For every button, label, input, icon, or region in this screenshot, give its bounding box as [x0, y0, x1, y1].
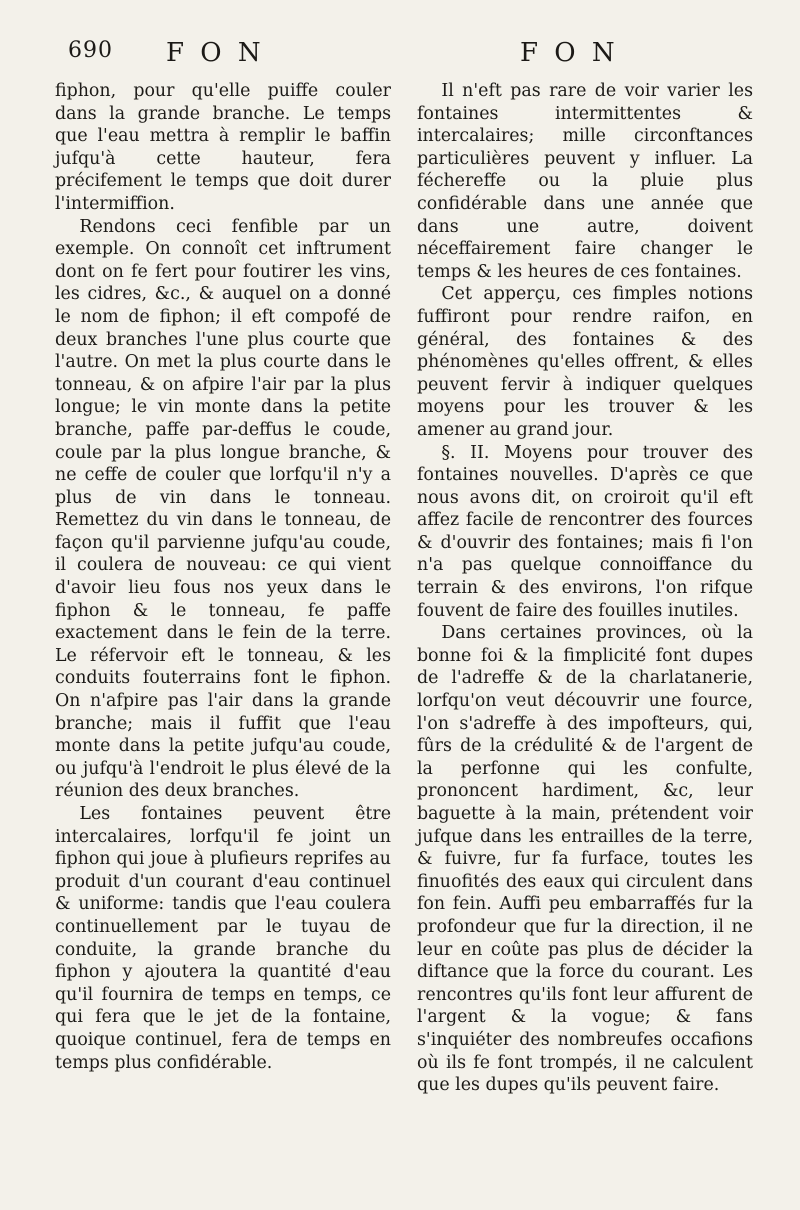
page-number: 690: [68, 38, 113, 63]
page-header: [0, 38, 800, 74]
paragraph: Les fontaines peuvent être intercalaires, lorfqu'il fe joint un fiphon qui joue à plufieurs reprifes au produit d'un courant d'eau continuel & uniforme: tandis que l'eau coulera continuellement par le tuyau de conduite, la grande branche du fiphon y ajoutera la quantité d'eau qu'il fournira de temps en temps, ce qui fera que le jet de la fontaine, quoique continuel, fera de temps en temps plus confidérable.: [55, 804, 391, 1073]
paragraph: Dans certaines provinces, où la bonne foi & la fimplicité font dupes de l'adreffe & de la charlatanerie, lorfqu'on veut découvrir une fource, l'on s'adreffe à des impofteurs, qui, fûrs de la crédulité & de l'argent de la perfonne qui les confulte, prononcent hardiment, &c, leur baguette à la main, prétendent voir jufque dans les entrailles de la terre, & fuivre, fur fa furface, toutes les finuofités des eaux qui circulent dans fon fein. Auffi peu embarraffés fur la profondeur que fur la direction, il ne leur en coûte pas plus de décider la diftance que la force du courant. Les rencontres qu'ils font leur affurent de l'argent & la vogue; & fans s'inquiéter des nombreufes occafions où ils fe font trompés, il ne calculent que les dupes qu'ils peuvent faire.: [417, 623, 753, 1096]
paragraph: Cet apperçu, ces fimples notions fuffiront pour rendre raifon, en général, des fontaines & des phénomènes qu'elles offrent, & elles peuvent fervir à indiquer quelques moyens pour les trouver & les amener au grand jour.: [417, 284, 753, 440]
paragraph: Il n'eft pas rare de voir varier les fontaines intermittentes & intercalaires; mille circonftances particulières peuvent y influer. La féchereffe ou la pluie plus confidérable dans une année que dans une autre, doivent néceffairement faire changer le temps & les heures de ces fontaines.: [417, 81, 753, 282]
section-paragraph: §. II. Moyens pour trouver des fontaines nouvelles. D'après ce que nous avons dit, on croiroit qu'il eft affez facile de rencontrer des fources & d'ouvrir des fontaines; mais fi l'on n'a pas quelque connoiffance du terrain & des environs, l'on rifque fouvent de faire des fouilles inutiles.: [417, 442, 753, 621]
right-column: [417, 80, 753, 1097]
running-head-left: F O N: [166, 38, 265, 68]
left-column: [55, 80, 391, 1074]
paragraph: fiphon, pour qu'elle puiffe couler dans la grande branche. Le temps que l'eau mettra à remplir le baffin jufqu'à cette hauteur, fera précifement le temps que doit durer l'intermiffion.: [55, 81, 391, 214]
paragraph: Rendons ceci fenfible par un exemple. On connoît cet inftrument dont on fe fert pour foutirer les vins, les cidres, &c., & auquel on a donné le nom de fiphon; il eft compofé de deux branches l'une plus courte que l'autre. On met la plus courte dans le tonneau, & on afpire l'air par la plus longue; le vin monte dans la petite branche, paffe par-deffus le coude, coule par la plus longue branche, & ne ceffe de couler que lorfqu'il n'y a plus de vin dans le tonneau. Remettez du vin dans le tonneau, de façon qu'il parvienne jufqu'au coude, il coulera de nouveau: ce qui vient d'avoir lieu fous nos yeux dans le fiphon & le tonneau, fe paffe exactement dans le fein de la terre. Le réfervoir eft le tonneau, & les conduits fouterrains font le fiphon. On n'afpire pas l'air dans la grande branche; mais il fuffit que l'eau monte dans la petite jufqu'au coude, ou jufqu'à l'endroit le plus élevé de la réunion des deux branches.: [55, 216, 391, 802]
running-head-right: F O N: [520, 38, 619, 68]
